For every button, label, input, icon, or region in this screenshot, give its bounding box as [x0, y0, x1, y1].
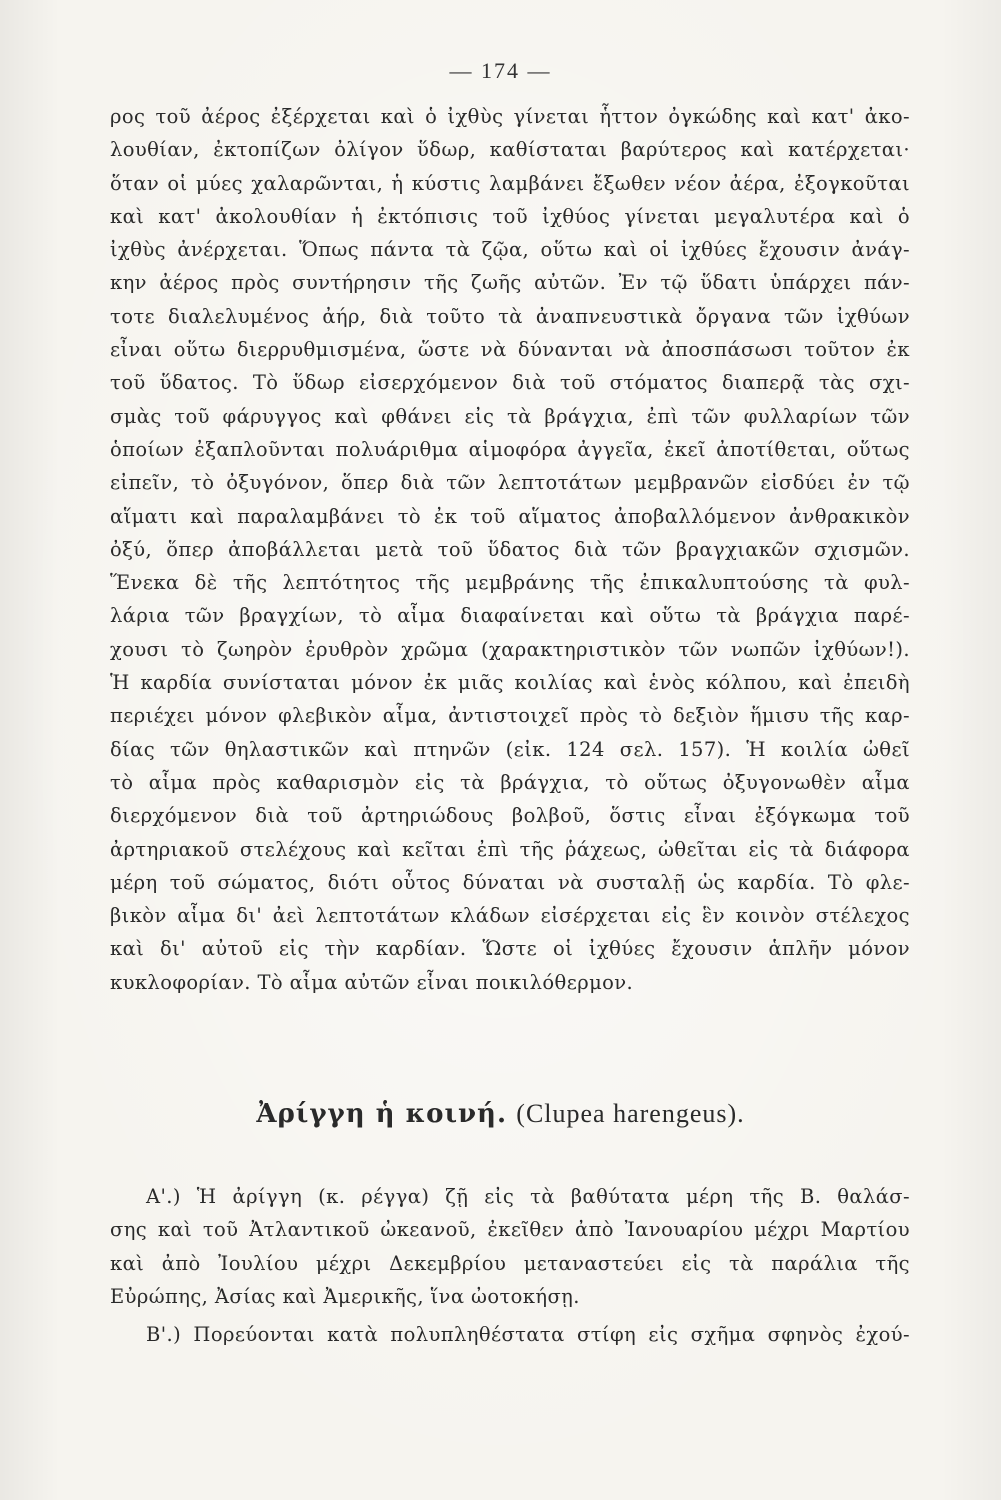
- paragraph-a: [110, 1180, 910, 1313]
- text-line: καὶ ἀπὸ Ἰουλίου μέχρι Δεκεμβρίου μεταναστεύει εἰς τὰ παράλια τῆς: [110, 1251, 910, 1275]
- text-line: Ἡ καρδία συνίσταται μόνον ἐκ μιᾶς κοιλίας καὶ ἑνὸς κόλπου, καὶ ἐπειδὴ: [110, 671, 910, 695]
- text-line: χουσι τὸ ζωηρὸν ἐρυθρὸν χρῶμα (χαρακτηριστικὸν τῶν νωπῶν ἰχθύων!).: [110, 637, 910, 661]
- text-line: διερχόμενον διὰ τοῦ ἀρτηριώδους βολβοῦ, ὅστις εἶναι ἐξόγκωμα τοῦ: [110, 804, 910, 828]
- text-line: εἶναι οὕτω διερρυθμισμένα, ὥστε νὰ δύνανται νὰ ἀποσπάσωσι τοῦτον ἐκ: [110, 338, 910, 362]
- text-line: καὶ κατ' ἀκολουθίαν ἡ ἐκτόπισις τοῦ ἰχθύος γίνεται μεγαλυτέρα καὶ ὁ: [110, 204, 910, 228]
- text-line: περιέχει μόνον φλεβικὸν αἷμα, ἀντιστοιχεῖ πρὸς τὸ δεξιὸν ἥμισυ τῆς καρ-: [110, 704, 910, 728]
- text-line: Β'.) Πορεύονται κατὰ πολυπληθέστατα στίφη εἰς σχῆμα σφηνὸς ἐχού-: [146, 1323, 910, 1346]
- text-line: τὸ αἷμα πρὸς καθαρισμὸν εἰς τὰ βράγχια, τὸ οὕτως ὀξυγονωθὲν αἷμα: [110, 770, 910, 794]
- text-line: ὀξύ, ὅπερ ἀποβάλλεται μετὰ τοῦ ὕδατος διὰ τῶν βραγχιακῶν σχισμῶν.: [110, 537, 910, 561]
- text-line: κην ἀέρος πρὸς συντήρησιν τῆς ζωῆς αὐτῶν. Ἐν τῷ ὕδατι ὑπάρχει πάν-: [110, 271, 910, 295]
- paragraph-b: [110, 1318, 910, 1351]
- text-line: ἀρτηριακοῦ στελέχους καὶ κεῖται ἐπὶ τῆς ῥάχεως, ὠθεῖται εἰς τὰ διάφορα: [110, 837, 910, 861]
- section-heading: [0, 1096, 1001, 1132]
- text-line: σης καὶ τοῦ Ἀτλαντικοῦ ὠκεανοῦ, ἐκεῖθεν ἀπὸ Ἰανουαρίου μέχρι Μαρτίου: [110, 1218, 910, 1242]
- heading-latin: (Clupea harengeus).: [516, 1099, 745, 1128]
- text-line: Ἕνεκα δὲ τῆς λεπτότητος τῆς μεμβράνης τῆς ἐπικαλυπτούσης τὰ φυλ-: [110, 571, 910, 595]
- text-line: ὁποίων ἐξαπλοῦνται πολυάριθμα αἱμοφόρα ἀγγεῖα, ἐκεῖ ἀποτίθεται, οὕτως: [110, 437, 910, 461]
- text-line: ἰχθὺς ἀνέρχεται. Ὅπως πάντα τὰ ζῷα, οὕτω καὶ οἱ ἰχθύες ἔχουσιν ἀνάγ-: [110, 238, 910, 262]
- text-line: αἵματι καὶ παραλαμβάνει τὸ ἐκ τοῦ αἵματος ἀποβαλλόμενον ἀνθρακικὸν: [110, 504, 910, 528]
- text-line: δίας τῶν θηλαστικῶν καὶ πτηνῶν (εἰκ. 124 σελ. 157). Ἡ κοιλία ὠθεῖ: [110, 737, 910, 761]
- text-line: τοτε διαλελυμένος ἀήρ, διὰ τοῦτο τὰ ἀναπνευστικὰ ὄργανα τῶν ἰχθύων: [110, 304, 910, 328]
- main-paragraph: [110, 100, 910, 999]
- text-line: εἰπεῖν, τὸ ὀξυγόνον, ὅπερ διὰ τῶν λεπτοτάτων μεμβρανῶν εἰσδύει ἐν τῷ: [110, 471, 910, 495]
- text-line: μέρη τοῦ σώματος, διότι οὗτος δύναται νὰ συσταλῇ ὡς καρδία. Τὸ φλε-: [110, 870, 910, 894]
- text-line: ὅταν οἱ μύες χαλαρῶνται, ἡ κύστις λαμβάνει ἔξωθεν νέον ἀέρα, ἐξογκοῦται: [110, 171, 910, 195]
- text-line: λάρια τῶν βραγχίων, τὸ αἷμα διαφαίνεται καὶ οὕτω τὰ βράγχια παρέ-: [110, 604, 910, 628]
- text-line: ρος τοῦ ἀέρος ἐξέρχεται καὶ ὁ ἰχθὺς γίνεται ἧττον ὀγκώδης καὶ κατ' ἀκο-: [110, 105, 910, 128]
- text-line: βικὸν αἷμα δι' ἀεὶ λεπτοτάτων κλάδων εἰσέρχεται εἰς ἓν κοινὸν στέλεχος: [110, 904, 910, 928]
- heading-greek: Ἀρίγγη ἡ κοινή.: [256, 1099, 508, 1129]
- text-line: κυκλοφορίαν. Τὸ αἷμα αὐτῶν εἶναι ποικιλόθερμον.: [110, 970, 634, 994]
- text-line: Εὐρώπης, Ἀσίας καὶ Ἀμερικῆς, ἵνα ὠοτοκήσῃ.: [110, 1284, 580, 1308]
- text-line: Α'.) Ἡ ἀρίγγη (κ. ρέγγα) ζῇ εἰς τὰ βαθύτατα μέρη τῆς Β. θαλάσ-: [146, 1185, 910, 1208]
- text-line: λουθίαν, ἐκτοπίζων ὀλίγον ὕδωρ, καθίσταται βαρύτερος καὶ κατέρχεται·: [110, 138, 910, 162]
- page-number: — 174 —: [449, 58, 552, 83]
- text-line: καὶ δι' αὐτοῦ εἰς τὴν καρδίαν. Ὥστε οἱ ἰχθύες ἔχουσιν ἁπλῆν μόνον: [110, 937, 910, 961]
- text-line: σμὰς τοῦ φάρυγγος καὶ φθάνει εἰς τὰ βράγχια, ἐπὶ τῶν φυλλαρίων τῶν: [110, 404, 910, 428]
- text-line: τοῦ ὕδατος. Τὸ ὕδωρ εἰσερχόμενον διὰ τοῦ στόματος διαπερᾷ τὰς σχι-: [110, 371, 910, 395]
